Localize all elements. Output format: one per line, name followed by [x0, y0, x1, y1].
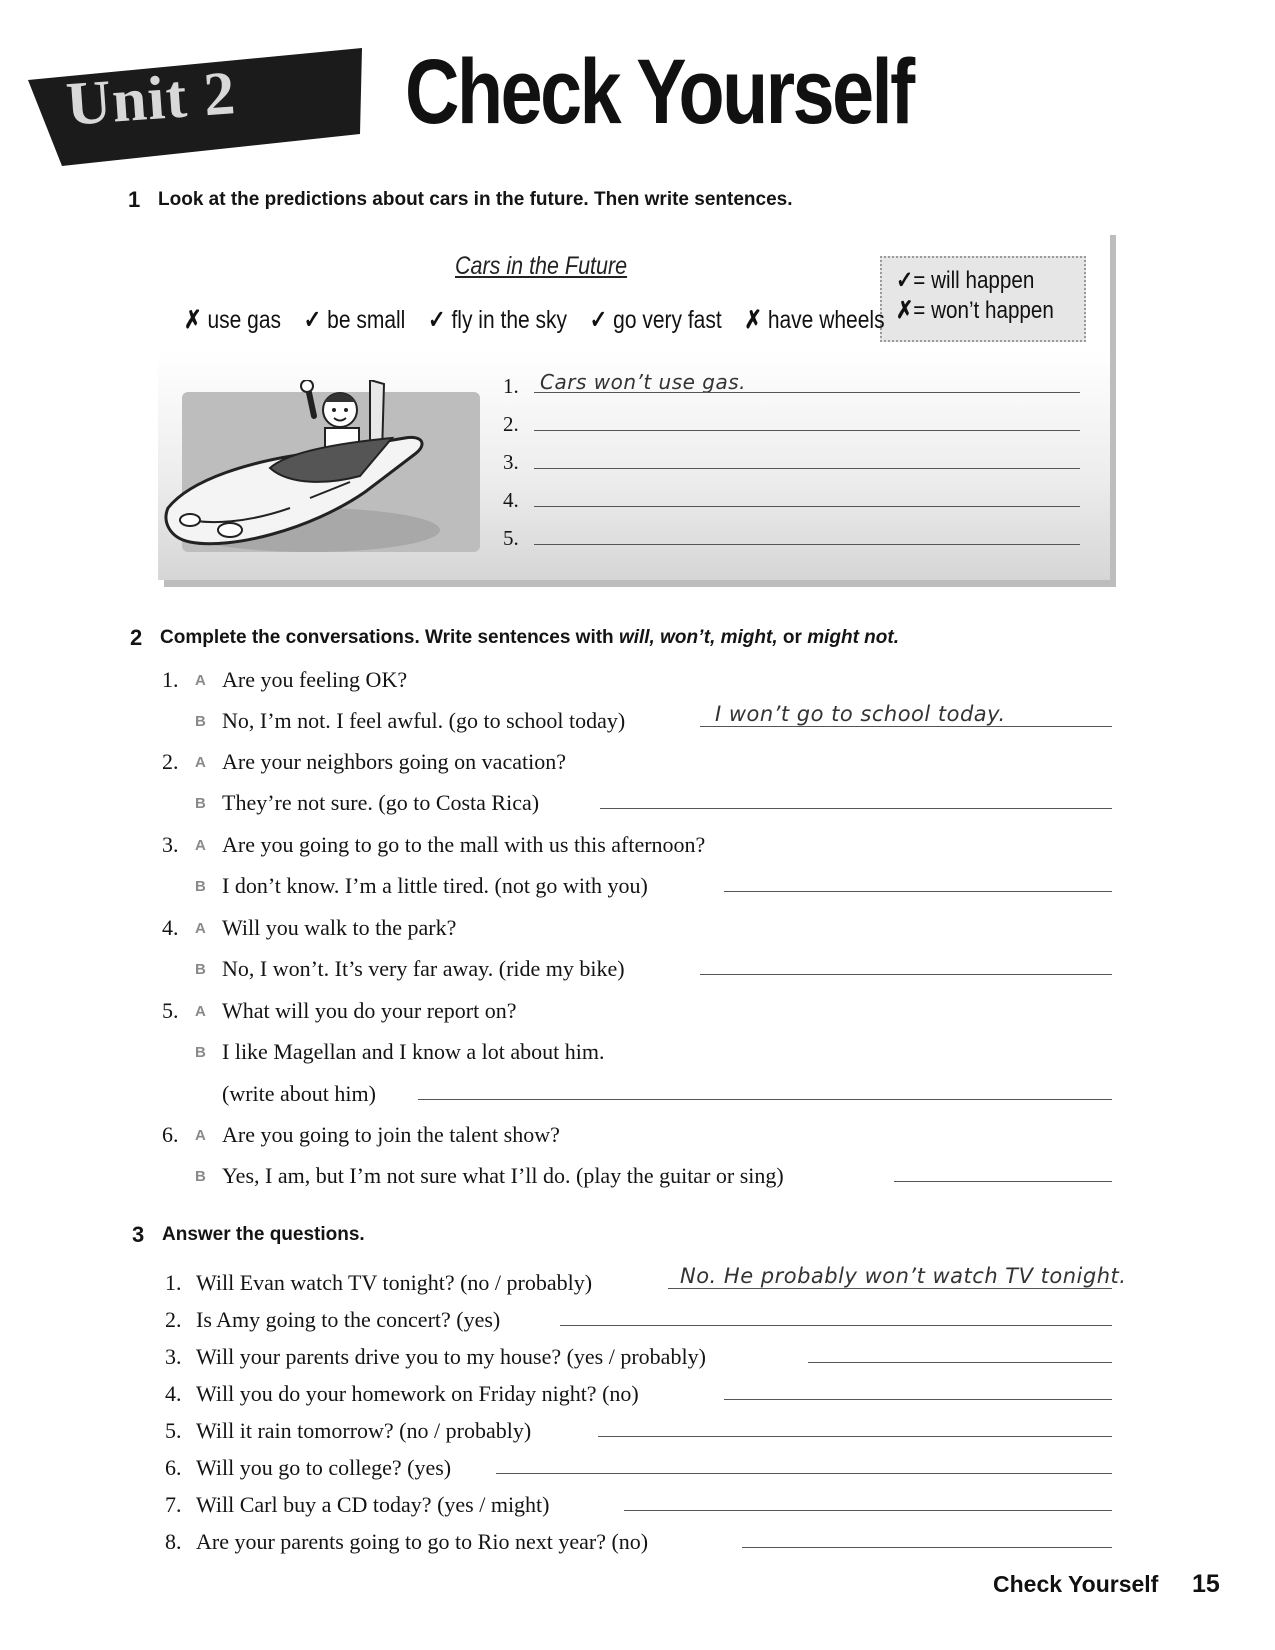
answer-3-line[interactable] [534, 468, 1080, 469]
speaker-b: B [195, 795, 206, 812]
conv-1-answer[interactable]: I won’t go to school today. [715, 702, 1006, 726]
section-3-instruction: Answer the questions. [162, 1224, 365, 1245]
conv-3-a: Are you going to go to the mall with us this afternoon? [222, 832, 706, 857]
section-2-instruction: Complete the conversations. Write sentences with will, won’t, might, or might not. [160, 627, 899, 648]
conv-6-b: Yes, I am, but I’m not sure what I’ll do. (play the guitar or sing) [222, 1163, 784, 1188]
question-1-answer[interactable]: No. He probably won’t watch TV tonight. [680, 1264, 1127, 1288]
conv-6-number: 6. [162, 1122, 179, 1147]
conv-5-a: What will you do your report on? [222, 998, 517, 1023]
question-1-number: 1. [165, 1270, 182, 1295]
section-1-instruction: Look at the predictions about cars in the future. Then write sentences. [158, 189, 793, 210]
speaker-a: A [195, 920, 206, 937]
prediction-item: ✗ have wheels [744, 306, 885, 334]
conv-4-number: 4. [162, 915, 179, 940]
unit-label: Unit 2 [64, 59, 239, 139]
question-3-text: Will your parents drive you to my house? (yes / probably) [196, 1344, 706, 1369]
section-2-number: 2 [130, 625, 143, 650]
conv-2-number: 2. [162, 749, 179, 774]
conv-2-line[interactable] [600, 808, 1112, 809]
prediction-item: ✓ be small [303, 306, 406, 334]
question-1-text: Will Evan watch TV tonight? (no / probably) [196, 1270, 593, 1295]
conv-6-line[interactable] [894, 1181, 1112, 1182]
footer-title: Check Yourself [993, 1571, 1159, 1597]
conv-2-a: Are your neighbors going on vacation? [222, 749, 566, 774]
conv-1-line[interactable] [700, 726, 1112, 727]
section-1-number: 1 [128, 187, 141, 212]
question-8-line[interactable] [742, 1547, 1112, 1548]
speaker-b: B [195, 1168, 206, 1185]
question-6-text: Will you go to college? (yes) [196, 1455, 452, 1480]
question-7-line[interactable] [624, 1510, 1112, 1511]
question-3-line[interactable] [808, 1362, 1112, 1363]
page-title: Check Yourself [405, 41, 913, 143]
section-3-number: 3 [132, 1222, 145, 1247]
predictions-list [184, 305, 901, 335]
speaker-b: B [195, 1044, 206, 1061]
conv-2-b: They’re not sure. (go to Costa Rica) [222, 790, 540, 815]
question-4-number: 4. [165, 1381, 182, 1406]
answer-1-text[interactable]: Cars won’t use gas. [540, 370, 747, 394]
answer-5-number: 5. [503, 526, 519, 550]
speaker-b: B [195, 878, 206, 895]
cross-icon: ✗ [744, 306, 762, 334]
speaker-a: A [195, 672, 206, 689]
question-1-line[interactable] [668, 1288, 1112, 1289]
conv-5-b-cue: (write about him) [222, 1081, 376, 1106]
cross-icon: ✗ [896, 297, 914, 324]
answer-5-line[interactable] [534, 544, 1080, 545]
conv-3-b: I don’t know. I’m a little tired. (not go with you) [222, 873, 648, 898]
prediction-item: ✓ fly in the sky [427, 306, 568, 334]
question-8-number: 8. [165, 1529, 182, 1554]
question-2-line[interactable] [560, 1325, 1112, 1326]
legend-wont-happen: ✗= won’t happen [896, 297, 1054, 324]
prediction-item: ✓ go very fast [589, 306, 722, 334]
legend-will-happen: ✓= will happen [896, 267, 1035, 294]
conv-1-number: 1. [162, 667, 179, 692]
speaker-a: A [195, 1003, 206, 1020]
answer-1-number: 1. [503, 374, 519, 398]
speaker-a: A [195, 837, 206, 854]
question-7-text: Will Carl buy a CD today? (yes / might) [196, 1492, 550, 1517]
check-icon: ✓ [427, 306, 446, 334]
prediction-item: ✗ use gas [184, 306, 282, 334]
answer-2-number: 2. [503, 412, 519, 436]
page-number: 15 [1192, 1570, 1220, 1598]
question-4-text: Will you do your homework on Friday night? (no) [196, 1381, 639, 1406]
conv-3-line[interactable] [724, 891, 1112, 892]
check-icon: ✓ [589, 306, 608, 334]
conv-3-number: 3. [162, 832, 179, 857]
speaker-b: B [195, 961, 206, 978]
question-8-text: Are your parents going to go to Rio next year? (no) [196, 1529, 649, 1554]
question-5-text: Will it rain tomorrow? (no / probably) [196, 1418, 532, 1443]
question-5-number: 5. [165, 1418, 182, 1443]
question-2-text: Is Amy going to the concert? (yes) [196, 1307, 501, 1332]
answer-4-line[interactable] [534, 506, 1080, 507]
speaker-a: A [195, 754, 206, 771]
check-icon: ✓ [303, 306, 322, 334]
answer-2-line[interactable] [534, 430, 1080, 431]
speaker-b: B [195, 713, 206, 730]
flying-car-illustration [160, 380, 480, 580]
legend [880, 256, 1086, 342]
question-2-number: 2. [165, 1307, 182, 1332]
speaker-a: A [195, 1127, 206, 1144]
conv-4-a: Will you walk to the park? [222, 915, 457, 940]
question-5-line[interactable] [598, 1436, 1112, 1437]
question-6-number: 6. [165, 1455, 182, 1480]
conv-6-a: Are you going to join the talent show? [222, 1122, 560, 1147]
answer-1-line[interactable] [534, 392, 1080, 393]
conv-1-a: Are you feeling OK? [222, 667, 408, 692]
conv-5-b: I like Magellan and I know a lot about him. [222, 1039, 605, 1064]
conv-4-line[interactable] [700, 974, 1112, 975]
conv-5-number: 5. [162, 998, 179, 1023]
question-7-number: 7. [165, 1492, 182, 1517]
cross-icon: ✗ [184, 306, 202, 334]
box-title: Cars in the Future [455, 252, 628, 280]
answer-4-number: 4. [503, 488, 519, 512]
check-icon: ✓ [896, 267, 914, 294]
conv-1-b: No, I’m not. I feel awful. (go to school today) [222, 708, 626, 733]
answer-3-number: 3. [503, 450, 519, 474]
question-4-line[interactable] [724, 1399, 1112, 1400]
question-6-line[interactable] [496, 1473, 1112, 1474]
conv-4-b: No, I won’t. It’s very far away. (ride my bike) [222, 956, 625, 981]
conv-5-line[interactable] [418, 1099, 1112, 1100]
question-3-number: 3. [165, 1344, 182, 1369]
